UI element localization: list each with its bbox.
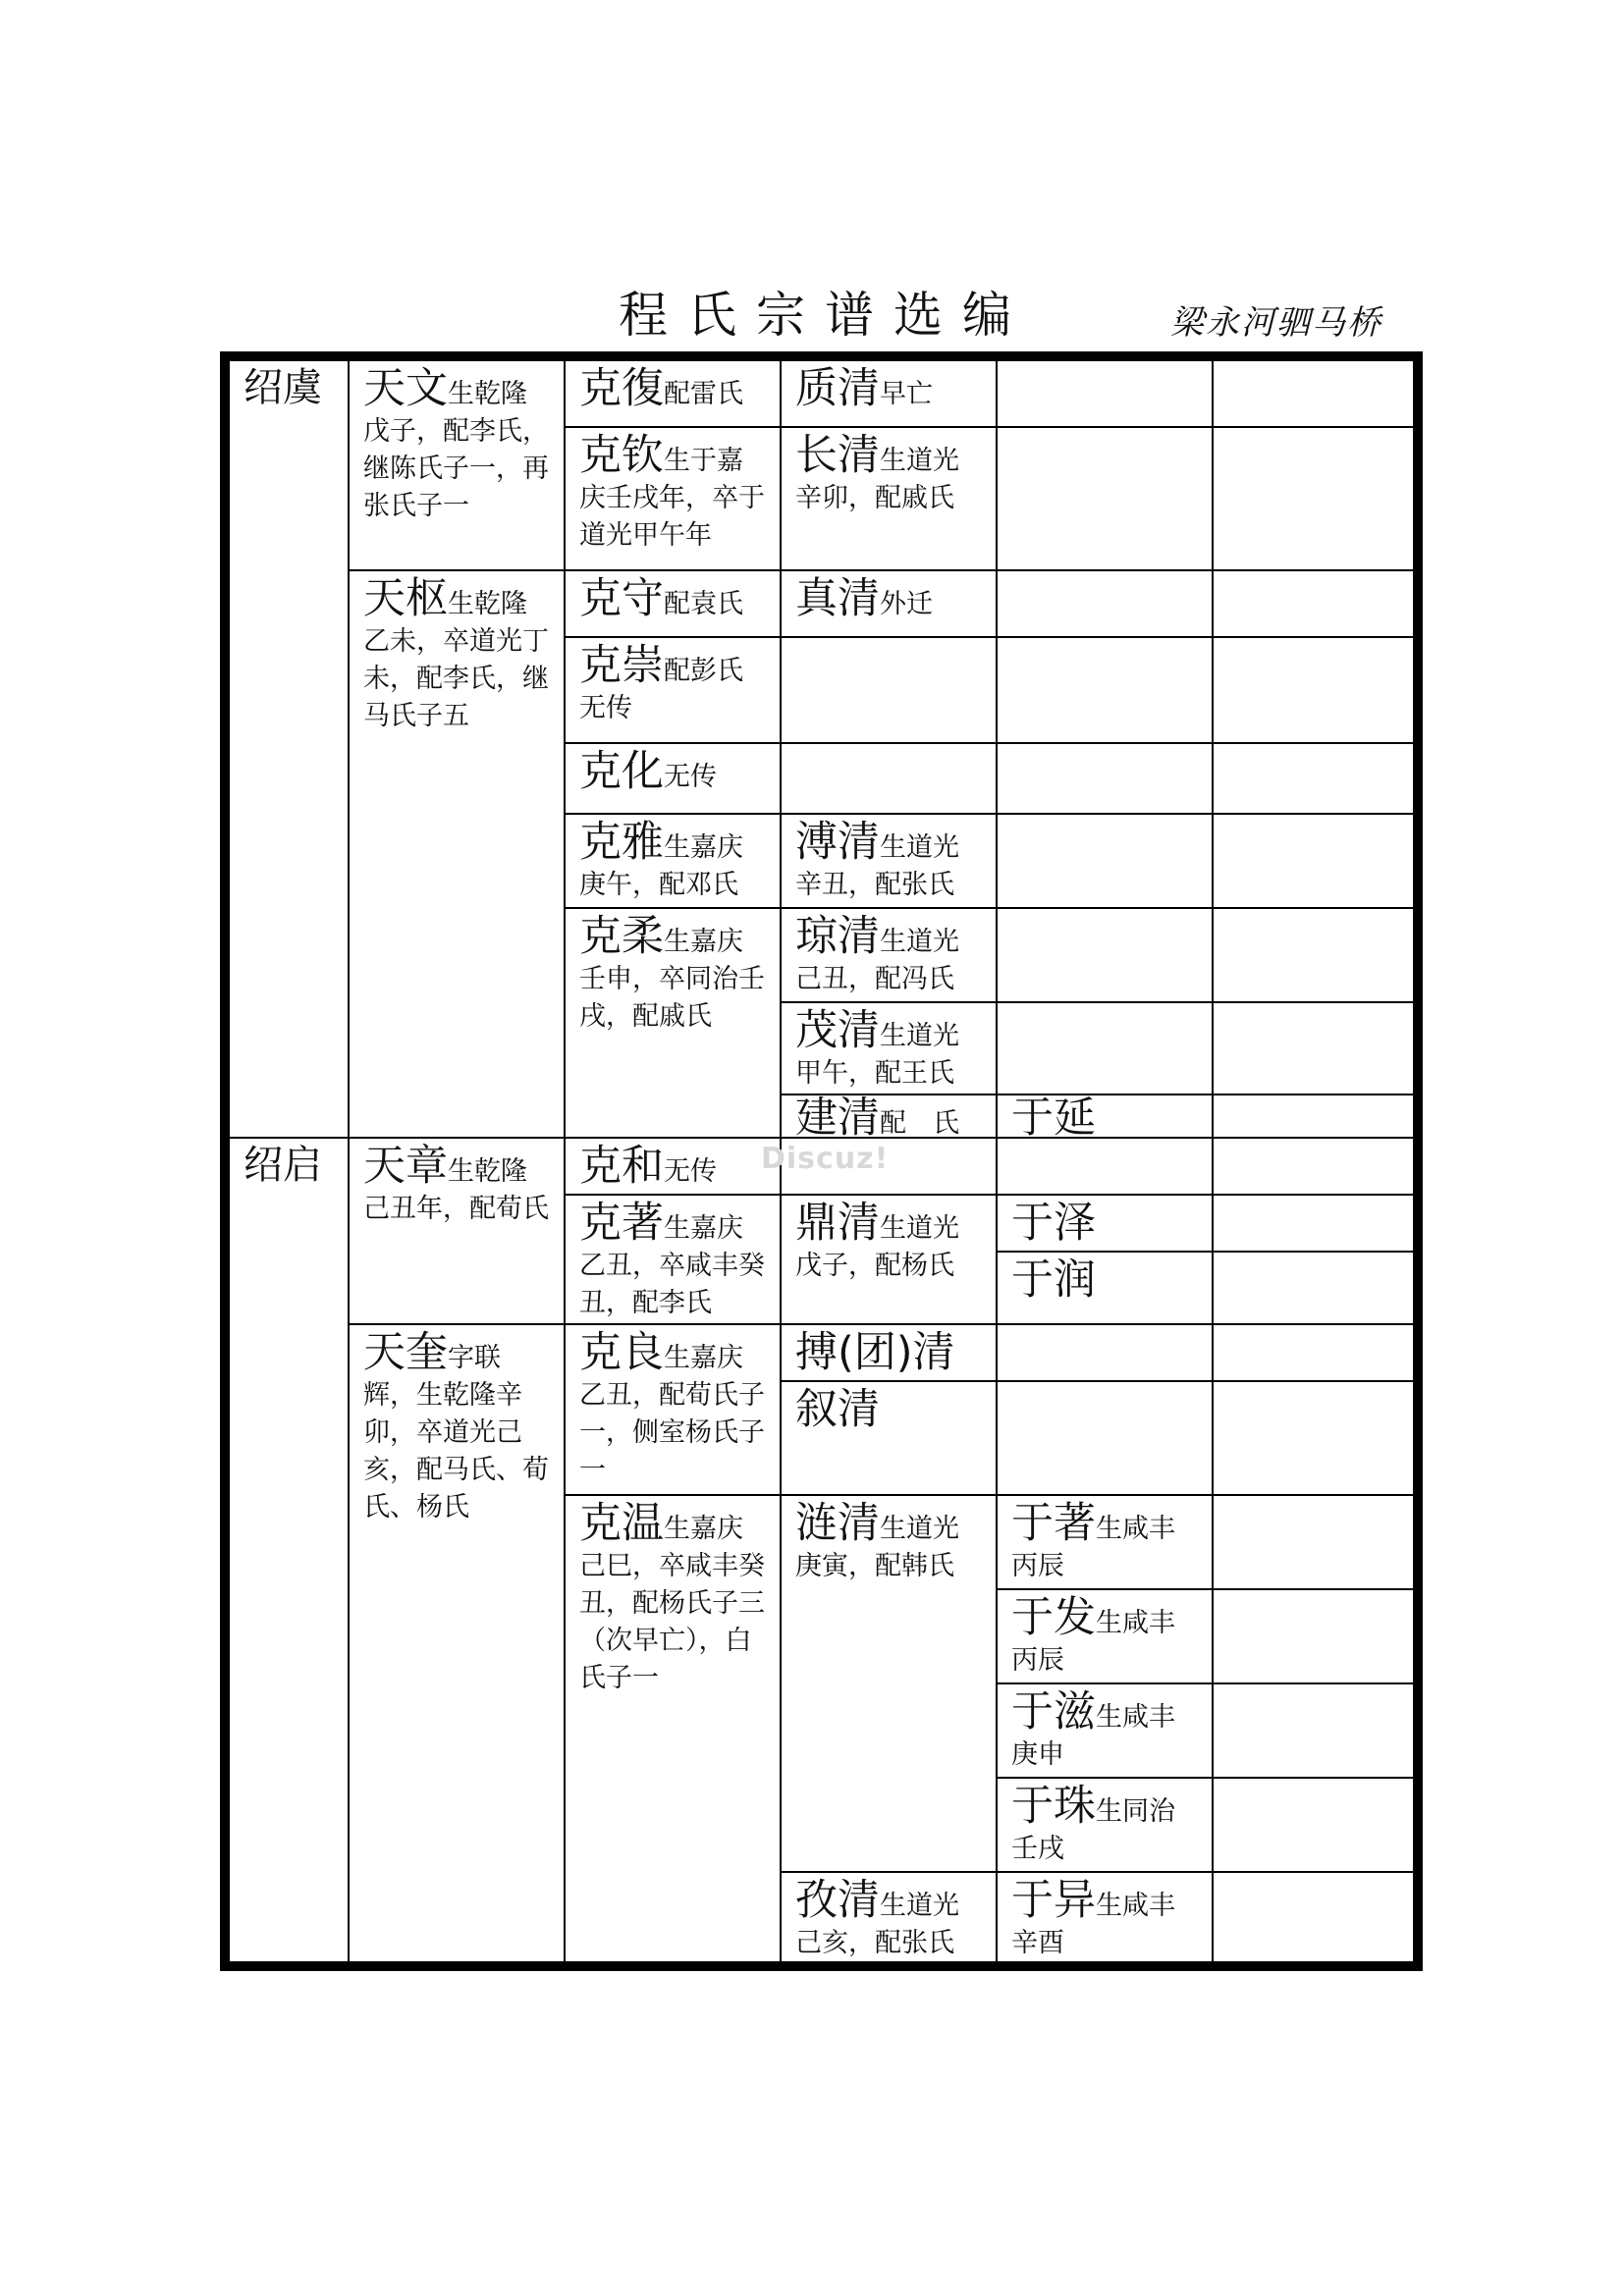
person-name: 克和	[579, 1142, 664, 1191]
person-note: 生咸丰丙辰	[1011, 1514, 1175, 1581]
person-note: 配 氏	[880, 1108, 959, 1137]
empty-cell	[1212, 636, 1413, 742]
person-name: 克復	[579, 364, 664, 413]
person-name: 于润	[1011, 1255, 1096, 1305]
person-cell	[996, 1494, 1212, 1588]
person-note: 无传	[664, 762, 717, 792]
empty-cell	[1212, 1323, 1413, 1380]
person-name: 克良	[579, 1328, 664, 1377]
person-cell	[996, 1777, 1212, 1871]
person-name: 克守	[579, 574, 664, 623]
person-note: 生嘉庆庚午，配邓氏	[579, 832, 743, 900]
person-note: 生于嘉庆壬戌年，卒于道光甲午年	[579, 446, 765, 551]
person-note: 生同治壬戌	[1011, 1796, 1175, 1864]
person-cell	[564, 1194, 780, 1323]
person-cell	[348, 569, 564, 1137]
person-cell	[564, 742, 780, 813]
empty-cell	[1212, 1094, 1413, 1137]
person-name: 克化	[579, 747, 664, 796]
generation-cell	[230, 361, 348, 1137]
person-name: 琼清	[795, 912, 880, 961]
empty-cell	[996, 907, 1212, 1001]
empty-cell	[996, 636, 1212, 742]
person-cell	[780, 361, 996, 426]
empty-cell	[996, 813, 1212, 907]
person-note: 生乾隆乙未，卒道光丁未，配李氏，继马氏子五	[363, 589, 549, 731]
empty-cell	[1212, 742, 1413, 813]
generation-name: 绍启	[244, 1143, 322, 1188]
person-note: 配彭氏无传	[579, 656, 743, 723]
person-note: 生咸丰辛酉	[1011, 1891, 1175, 1958]
place-label: 梁永河驷马桥	[1170, 303, 1382, 343]
empty-cell	[1212, 1194, 1413, 1251]
person-name: 克温	[579, 1499, 664, 1548]
person-cell	[780, 1494, 996, 1871]
person-note: 生乾隆戊子，配李氏，继陈氏子一，再张氏子一	[363, 379, 549, 521]
person-cell	[564, 907, 780, 1137]
empty-cell	[996, 1380, 1212, 1494]
person-name: 于异	[1011, 1876, 1096, 1925]
person-cell	[996, 1251, 1212, 1323]
person-cell	[564, 1137, 780, 1194]
person-cell	[780, 569, 996, 636]
person-name: 克著	[579, 1199, 664, 1248]
empty-cell	[996, 1001, 1212, 1094]
person-name: 于滋	[1011, 1687, 1096, 1736]
person-note: 配雷氏	[664, 379, 743, 409]
person-cell	[564, 426, 780, 569]
person-cell	[348, 1323, 564, 1961]
empty-cell	[1212, 426, 1413, 569]
person-cell	[564, 636, 780, 742]
empty-cell	[1212, 1137, 1413, 1194]
person-cell	[996, 1588, 1212, 1682]
person-note: 生道光辛丑，配张氏	[795, 832, 959, 900]
person-cell	[564, 569, 780, 636]
empty-cell	[1212, 1777, 1413, 1871]
person-cell	[996, 1871, 1212, 1961]
person-note: 生嘉庆壬申，卒同治壬戌，配戚氏	[579, 927, 765, 1032]
person-name: 于发	[1011, 1593, 1096, 1642]
person-cell	[996, 1682, 1212, 1777]
person-name: 搏(团)清	[795, 1328, 955, 1377]
person-name: 涟清	[795, 1499, 880, 1548]
person-cell	[564, 1494, 780, 1961]
person-name: 于延	[1011, 1094, 1096, 1137]
person-name: 天章	[363, 1142, 448, 1191]
person-note: 外迁	[880, 589, 933, 619]
person-note: 生道光辛卯，配戚氏	[795, 446, 959, 513]
person-name: 孜清	[795, 1876, 880, 1925]
person-cell	[780, 1323, 996, 1380]
empty-cell	[996, 742, 1212, 813]
watermark: Discuz!	[761, 1142, 890, 1176]
person-cell	[996, 1094, 1212, 1137]
person-name: 天枢	[363, 574, 448, 623]
person-note: 生道光戊子，配杨氏	[795, 1213, 959, 1281]
person-name: 溥清	[795, 818, 880, 867]
empty-cell	[1212, 361, 1413, 426]
person-cell	[780, 1871, 996, 1961]
person-note: 生道光庚寅，配韩氏	[795, 1514, 959, 1581]
person-cell	[348, 361, 564, 569]
empty-cell	[780, 742, 996, 813]
empty-cell	[1212, 907, 1413, 1001]
empty-cell	[996, 426, 1212, 569]
empty-cell	[1212, 1251, 1413, 1323]
person-name: 克柔	[579, 912, 664, 961]
generation-name: 绍虞	[244, 365, 322, 410]
person-cell	[564, 1323, 780, 1494]
person-note: 生道光甲午，配王氏	[795, 1021, 959, 1089]
person-name: 天奎	[363, 1328, 448, 1377]
person-cell	[564, 361, 780, 426]
person-note: 生嘉庆乙丑，卒咸丰癸丑，配李氏	[579, 1213, 765, 1318]
person-note: 生咸丰丙辰	[1011, 1608, 1175, 1676]
generation-cell	[230, 1137, 348, 1961]
person-name: 克崇	[579, 641, 664, 690]
empty-cell	[996, 1137, 1212, 1194]
person-cell	[780, 1194, 996, 1323]
person-name: 鼎清	[795, 1199, 880, 1248]
person-name: 于著	[1011, 1499, 1096, 1548]
person-cell	[348, 1137, 564, 1323]
person-cell	[564, 813, 780, 907]
empty-cell	[1212, 569, 1413, 636]
empty-cell	[996, 1323, 1212, 1380]
person-note: 生道光己亥，配张氏	[795, 1891, 959, 1958]
person-name: 建清	[795, 1094, 880, 1137]
person-cell	[780, 813, 996, 907]
empty-cell	[1212, 813, 1413, 907]
person-name: 质清	[795, 364, 880, 413]
empty-cell	[1212, 1494, 1413, 1588]
person-note: 无传	[664, 1156, 717, 1187]
person-note: 生乾隆己丑年，配荀氏	[363, 1156, 549, 1224]
person-note: 早亡	[880, 379, 933, 409]
person-name: 于珠	[1011, 1782, 1096, 1831]
empty-cell	[1212, 1682, 1413, 1777]
empty-cell	[1212, 1380, 1413, 1494]
person-name: 克钦	[579, 431, 664, 480]
person-note: 配袁氏	[664, 589, 743, 619]
person-name: 茂清	[795, 1006, 880, 1055]
person-name: 天文	[363, 364, 448, 413]
empty-cell	[996, 569, 1212, 636]
person-cell	[780, 1094, 996, 1137]
person-note: 生嘉庆乙丑，配荀氏子一，侧室杨氏子一	[579, 1343, 765, 1485]
person-cell	[996, 1194, 1212, 1251]
person-name: 真清	[795, 574, 880, 623]
page-title: 程氏宗谱选编	[619, 287, 1031, 344]
person-name: 于泽	[1011, 1199, 1096, 1248]
person-note: 字联辉，生乾隆辛卯，卒道光己亥，配马氏、荀氏、杨氏	[363, 1343, 549, 1522]
person-cell	[780, 426, 996, 569]
empty-cell	[1212, 1871, 1413, 1961]
person-name: 长清	[795, 431, 880, 480]
person-cell	[780, 1001, 996, 1094]
empty-cell	[1212, 1001, 1413, 1094]
person-note: 生嘉庆己巳，卒咸丰癸丑，配杨氏子三（次早亡），白氏子一	[579, 1514, 765, 1693]
person-cell	[780, 907, 996, 1001]
person-note: 生咸丰庚申	[1011, 1702, 1175, 1770]
person-name: 叙清	[795, 1385, 880, 1434]
person-cell	[780, 1380, 996, 1494]
empty-cell	[1212, 1588, 1413, 1682]
person-name: 克雅	[579, 818, 664, 867]
empty-cell	[780, 636, 996, 742]
person-note: 生道光己丑，配冯氏	[795, 927, 959, 994]
empty-cell	[996, 361, 1212, 426]
